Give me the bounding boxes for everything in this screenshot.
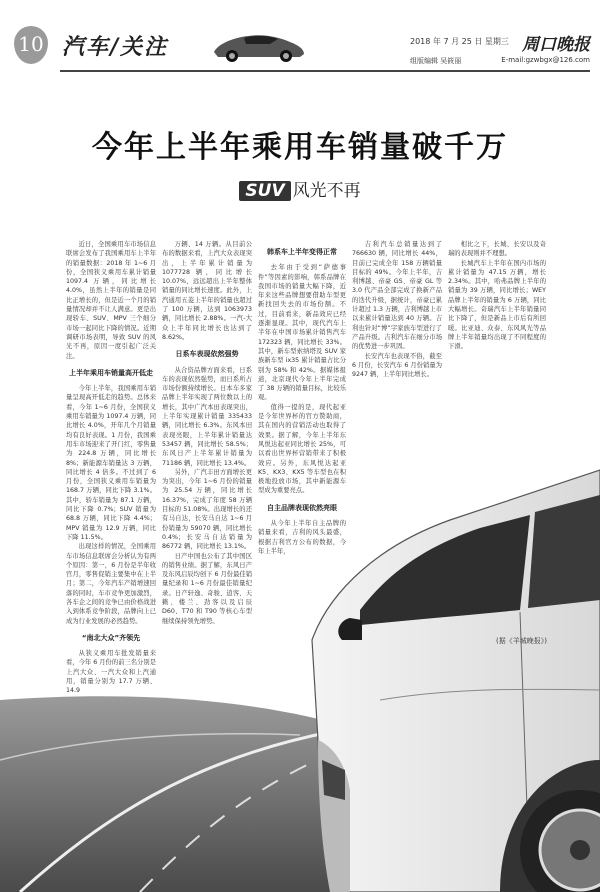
paragraph: 从狭义乘用车批发销量来看，今年 6 月份的前三名分别是上汽大众、一汽大众和上汽通用，销量分别为 17.7 万辆、14.9 <box>66 650 156 695</box>
page-header <box>0 0 600 80</box>
paragraph: 长安汽车也表现不俗，截至 6 月份，长安汽车 6 月份销量为 9247 辆，上半年同比增长。 <box>352 352 442 379</box>
paragraph: 出现这样的情况，全国乘用车市场信息联席会分析认为有两个原因：第一，6 月份是半年收官月，零售促销主要集中在上半月；第二，今年汽车产销增速回落的同时，车市竞争更加激烈，各车企之间的竞争已由价格战进入到体系竞争阶段，品牌向上已成为行业发展的必然趋势。 <box>66 543 156 625</box>
article-column-2 <box>162 240 252 710</box>
section-heading: 上半年乘用车销量高开低走 <box>69 368 153 377</box>
article-source-credit: (据《羊城晚报》) <box>496 637 547 645</box>
section-title: 汽车/关注 <box>62 34 169 60</box>
paragraph: 今年上半年，我国乘用车销量呈现高开低走的趋势。总体来看，今年 1~6 月份，全国狭义乘用车销量为 1097.4 万辆，同比增长 4.0%，开年几个月销量均有良好表现。1 月份，我国乘用车市场迎来了开门红，零售量为 224.8 万辆，同比增长 8%；新能源车销量达 3 万辆，同比增长 4 倍多。不过到了 6 月份，全国狭义乘用车销量为 168.7 万辆，同比下降 3.1%。其中，轿车销量为 87.1 万辆，同比下降 0.7%；SUV 销量为 68.8 万辆，同比下降 4.4%；MPV 销量为 12.9 万辆，同比下降 11.5%。 <box>66 385 156 541</box>
sports-car-icon <box>210 24 306 64</box>
paragraph: 另外，广汽丰田方面增长更为突出，今年 1~6 月份的销量为 25.54 万辆，同比增长 16.37%，完成了年度 58 万辆目标的 51.08%。出现增长的还有马自达，长安马自达 1~6 月份销量为 59070 辆，同比增长 0.4%；长安马自达销量为 86772 辆，同比增长 13.1%。 <box>162 468 252 551</box>
editor-email: E-mail:gzwbgx@126.com <box>501 56 590 64</box>
paragraph: 从今年上半年自主品牌的销量来看，吉利的风头最盛，根据吉利官方公布的数据，今年上半年， <box>258 520 346 555</box>
page-number-badge <box>14 26 48 64</box>
article-subtitle <box>0 176 600 201</box>
section-heading: “南北大众”齐领先 <box>81 633 141 642</box>
article-column-5 <box>448 240 546 630</box>
article-column-4 <box>352 240 442 570</box>
article-title: 今年上半年乘用车销量破千万 <box>92 130 508 165</box>
paragraph: 万辆、14 万辆。从目前公布的数据来看，上汽大众表现突出，上半年累计销量为 1077728 辆，同比增长 10.07%，远远超出上半年整体销量的同比增长速度。此外，上汽通用五菱上半年的销量也超过了 100 万辆，达到 1063973 辆，同比增长 2.88%。一汽-大众上半年同比增长也达到了 8.62%。 <box>162 241 252 341</box>
editor-line <box>410 56 590 66</box>
paragraph: 日产中国也公布了其中国区的销售业绩。据了解，东风日产及东风启辰均创下 6 月份最佳销量纪录和 1~6 月份最佳销量纪录。日产轩逸、奇骏、逍客、天籁、楼兰、劲客以及启辰 D60、T70 和 T90 等核心车型继续保持领先增势。 <box>162 552 252 625</box>
paragraph: 去年由于受到“萨德事件”等因素的影响，韩系品牌在我国市场的销量大幅下降，近年来这些品牌想要借助车型更新找回失去的市场份额。不过，目前看来，新品效应已经逐渐显现。其中，现代汽车上半年在中国市场累计销售汽车 172323 辆，同比增长 33%。其中，新车型索纳塔及 SUV 家族新车型 ix35 累计销量占比分别为 58% 和 42%。据媒体报道，北京现代今年上半年完成了 38 万辆的销量目标，比较乐观。 <box>258 264 346 402</box>
section-heading: 日系车表现依然强势 <box>175 350 239 359</box>
article-column-1 <box>66 240 156 716</box>
paragraph: 从合资品牌方面来看，日系车的表现依然强势，而日系所占市场份额持续增长。日本车多家品牌上半年实现了两位数以上的增长，其中广汽本田表现突出，上半年实现累计销量 335433 辆，同比增长 6.3%。东风本田表现亮眼，上半年累计销量达 53457 辆，同比增长 58.5%；东风日产上半年累计销量为 71186 辆，同比增长 13.4%。 <box>162 366 252 467</box>
section-heading: 自主品牌表现依然亮眼 <box>267 503 337 512</box>
paragraph: 长城汽车上半年在国内市场的累计销量为 47.15 万辆，增长 2.34%。其中，哈弗品牌上半年的销量为 39 万辆，同比增长；WEY 品牌上半年的销量为 6 万辆，同比大幅增长。奇瑞汽车上半年销量同比下降了，但是新品上市后有所回暖。比亚迪、众泰、东风风光等品牌上半年销量均出现了不同程度的下滑。 <box>448 259 546 351</box>
paragraph: 近日，全国乘用车市场信息联席会发布了我国乘用车上半年的销量数据：2018 年 1~6 月份，全国狭义乘用车累计销量 1097.4 万辆，同比增长 4.0%，虽然上半年的销量是同比正增长的，但是近一个月的销量情况却并不让人满意。更是出现轿车、SUV、MPV 三个细分市场一起同比下降的情况。近期调研市场表明，导致 SUV 的风光不再，原因一度引起广泛关注。 <box>66 241 156 360</box>
paragraph: 值得一提的是，现代起亚是今年世界杯的官方赞助商，其在国内的营销活动也取得了效果。据了解，今年上半年东风悦达起亚同比增长 25%，可以看出世界杯营销带来了积极效应。另外，东风悦达起亚 K5、KX3、KX5 等车型也在积极地投放市场，其中新能源车型成为重要亮点。 <box>258 403 346 495</box>
section-heading: 韩系车上半年变得正常 <box>267 248 337 256</box>
subtitle-badge: SUV <box>239 181 290 201</box>
paragraph: 吉利汽车总销量达到了 766630 辆，同比增长 44%，目前已完成全年 158 万辆销量目标的 49%。今年上半年，吉利博越、帝豪 GS、帝豪 GL 等 3.0 代产品全部完成了换新产品的迭代升级，据统计，帝豪已累计超过 1.3 万辆，吉利博越上市以来累计销量达到 40 万辆。吉利也针对“博”字家族车型进行了产品升级。吉利汽车在细分市场的优势进一步巩固。 <box>352 241 442 351</box>
article-column-3 <box>258 240 346 700</box>
newspaper-name: 周口晚报 <box>522 35 590 55</box>
subtitle-text: 风光不再 <box>292 181 361 201</box>
header-rule <box>60 70 590 72</box>
issue-date: 2018 年 7 月 25 日 星期三 <box>410 37 509 46</box>
page-number: 10 <box>18 32 44 56</box>
paragraph: 相比之下，长城、长安以及奇瑞的表现则并不理想。 <box>448 241 546 258</box>
editor: 组版编辑 吴筱丽 <box>410 57 462 65</box>
